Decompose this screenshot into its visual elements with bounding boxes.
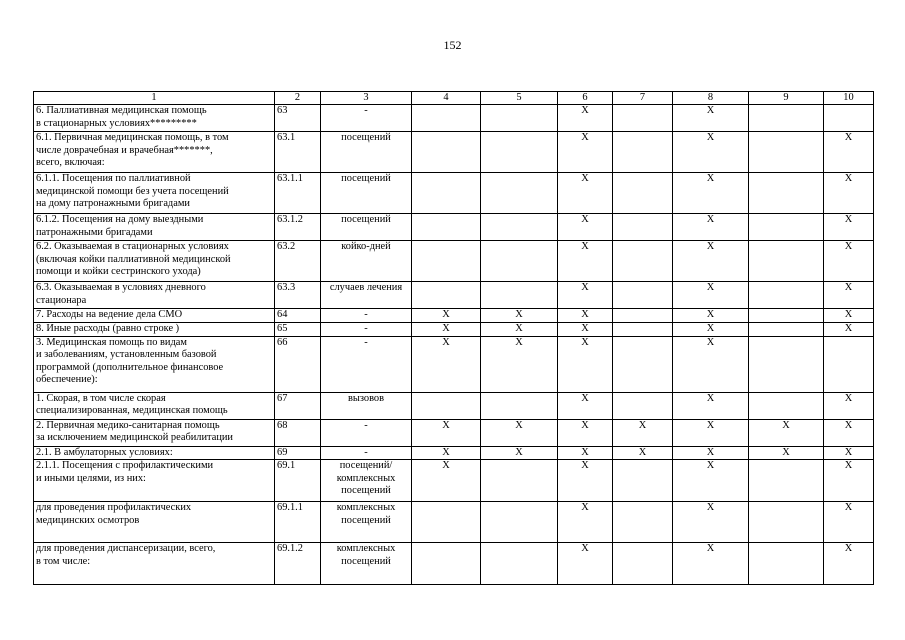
- mark-cell: [749, 322, 824, 336]
- report-table: [33, 91, 874, 585]
- mark-cell: [481, 241, 558, 282]
- mark-cell: [749, 502, 824, 543]
- row-label-cell: 2. Первичная медико-санитарная помощь за исключением медицинской реабилитации: [34, 419, 275, 446]
- table-row: [34, 543, 874, 585]
- unit-cell: -: [321, 336, 412, 392]
- mark-cell: X: [824, 446, 874, 459]
- mark-cell: X: [673, 309, 749, 322]
- mark-cell: [613, 336, 673, 392]
- mark-cell: [481, 543, 558, 585]
- mark-cell: [613, 322, 673, 336]
- table-row: [34, 282, 874, 309]
- mark-cell: [749, 241, 824, 282]
- table-row: [34, 460, 874, 502]
- mark-cell: X: [558, 460, 613, 502]
- mark-cell: [749, 336, 824, 392]
- mark-cell: X: [673, 543, 749, 585]
- mark-cell: [749, 282, 824, 309]
- row-label-cell: 7. Расходы на ведение дела СМО: [34, 309, 275, 322]
- mark-cell: X: [749, 446, 824, 459]
- mark-cell: X: [558, 419, 613, 446]
- mark-cell: X: [824, 132, 874, 173]
- mark-cell: [749, 543, 824, 585]
- unit-cell: посещений: [321, 173, 412, 214]
- mark-cell: X: [824, 214, 874, 241]
- mark-cell: [412, 502, 481, 543]
- mark-cell: [613, 543, 673, 585]
- mark-cell: [412, 392, 481, 419]
- row-code-cell: 63: [275, 105, 321, 132]
- mark-cell: [749, 214, 824, 241]
- mark-cell: X: [824, 309, 874, 322]
- mark-cell: X: [558, 392, 613, 419]
- column-header: 10: [824, 92, 874, 105]
- mark-cell: X: [412, 322, 481, 336]
- mark-cell: [613, 460, 673, 502]
- table-row: [34, 105, 874, 132]
- table-row: [34, 336, 874, 392]
- mark-cell: [412, 543, 481, 585]
- mark-cell: [412, 105, 481, 132]
- table-row: [34, 419, 874, 446]
- mark-cell: X: [613, 446, 673, 459]
- mark-cell: X: [673, 173, 749, 214]
- unit-cell: -: [321, 105, 412, 132]
- row-code-cell: 69.1: [275, 460, 321, 502]
- row-code-cell: 63.1: [275, 132, 321, 173]
- mark-cell: X: [673, 241, 749, 282]
- column-header: 3: [321, 92, 412, 105]
- mark-cell: [481, 132, 558, 173]
- table-row: [34, 173, 874, 214]
- mark-cell: [824, 336, 874, 392]
- column-header: 7: [613, 92, 673, 105]
- column-header: 4: [412, 92, 481, 105]
- mark-cell: X: [558, 105, 613, 132]
- column-header: 2: [275, 92, 321, 105]
- unit-cell: посещений/ комплексных посещений: [321, 460, 412, 502]
- mark-cell: X: [412, 446, 481, 459]
- table-row: [34, 309, 874, 322]
- mark-cell: [481, 282, 558, 309]
- mark-cell: X: [824, 282, 874, 309]
- row-label-cell: 6.2. Оказываемая в стационарных условиях (включая койки паллиативной медицинской помощи и койки сестринского ухода): [34, 241, 275, 282]
- table-row: [34, 502, 874, 543]
- row-code-cell: 63.2: [275, 241, 321, 282]
- mark-cell: [824, 105, 874, 132]
- mark-cell: X: [824, 322, 874, 336]
- page-number: 152: [443, 38, 462, 52]
- mark-cell: [481, 392, 558, 419]
- mark-cell: X: [673, 132, 749, 173]
- row-label-cell: 6.1.1. Посещения по паллиативной медицинской помощи без учета посещений на дому патронажными бригадами: [34, 173, 275, 214]
- mark-cell: X: [824, 543, 874, 585]
- mark-cell: [412, 214, 481, 241]
- mark-cell: [481, 173, 558, 214]
- column-number-row: [34, 92, 874, 105]
- mark-cell: [613, 173, 673, 214]
- mark-cell: X: [824, 460, 874, 502]
- table-row: [34, 322, 874, 336]
- mark-cell: X: [558, 173, 613, 214]
- row-label-cell: 6.1.2. Посещения на дому выездными патронажными бригадами: [34, 214, 275, 241]
- column-header: 5: [481, 92, 558, 105]
- mark-cell: X: [673, 336, 749, 392]
- mark-cell: X: [558, 214, 613, 241]
- mark-cell: [749, 309, 824, 322]
- mark-cell: [613, 309, 673, 322]
- mark-cell: X: [481, 322, 558, 336]
- row-label-cell: 8. Иные расходы (равно строке ): [34, 322, 275, 336]
- row-label-cell: 2.1. В амбулаторных условиях:: [34, 446, 275, 459]
- mark-cell: X: [673, 214, 749, 241]
- mark-cell: [749, 105, 824, 132]
- mark-cell: X: [481, 309, 558, 322]
- mark-cell: X: [558, 322, 613, 336]
- mark-cell: [613, 132, 673, 173]
- unit-cell: посещений: [321, 132, 412, 173]
- mark-cell: X: [412, 309, 481, 322]
- mark-cell: [412, 241, 481, 282]
- mark-cell: X: [673, 502, 749, 543]
- column-header: 9: [749, 92, 824, 105]
- mark-cell: X: [412, 336, 481, 392]
- table-row: [34, 392, 874, 419]
- mark-cell: [749, 392, 824, 419]
- mark-cell: X: [673, 460, 749, 502]
- mark-cell: X: [481, 446, 558, 459]
- column-header: 8: [673, 92, 749, 105]
- row-code-cell: 64: [275, 309, 321, 322]
- unit-cell: койко-дней: [321, 241, 412, 282]
- row-code-cell: 63.1.1: [275, 173, 321, 214]
- table-row: [34, 446, 874, 459]
- mark-cell: [412, 173, 481, 214]
- mark-cell: X: [481, 419, 558, 446]
- row-label-cell: 6. Паллиативная медицинская помощь в стационарных условиях*********: [34, 105, 275, 132]
- table-row: [34, 241, 874, 282]
- mark-cell: [481, 214, 558, 241]
- row-code-cell: 67: [275, 392, 321, 419]
- unit-cell: -: [321, 309, 412, 322]
- row-code-cell: 63.1.2: [275, 214, 321, 241]
- row-code-cell: 69.1.2: [275, 543, 321, 585]
- unit-cell: случаев лечения: [321, 282, 412, 309]
- mark-cell: [481, 105, 558, 132]
- mark-cell: [749, 173, 824, 214]
- mark-cell: X: [481, 336, 558, 392]
- row-label-cell: 6.1. Первичная медицинская помощь, в том числе доврачебная и врачебная*******, всего, включая:: [34, 132, 275, 173]
- mark-cell: X: [558, 543, 613, 585]
- row-label-cell: для проведения диспансеризации, всего, в том числе:: [34, 543, 275, 585]
- row-code-cell: 65: [275, 322, 321, 336]
- mark-cell: X: [824, 241, 874, 282]
- mark-cell: [613, 392, 673, 419]
- mark-cell: X: [673, 392, 749, 419]
- mark-cell: X: [558, 132, 613, 173]
- row-code-cell: 63.3: [275, 282, 321, 309]
- mark-cell: [613, 282, 673, 309]
- row-label-cell: 2.1.1. Посещения с профилактическими и иными целями, из них:: [34, 460, 275, 502]
- unit-cell: -: [321, 419, 412, 446]
- mark-cell: X: [558, 502, 613, 543]
- mark-cell: X: [558, 446, 613, 459]
- mark-cell: X: [824, 392, 874, 419]
- mark-cell: [613, 502, 673, 543]
- mark-cell: [613, 214, 673, 241]
- row-label-cell: 6.3. Оказываемая в условиях дневного стационара: [34, 282, 275, 309]
- mark-cell: X: [673, 282, 749, 309]
- unit-cell: вызовов: [321, 392, 412, 419]
- column-header: 6: [558, 92, 613, 105]
- mark-cell: X: [824, 173, 874, 214]
- unit-cell: посещений: [321, 214, 412, 241]
- row-code-cell: 68: [275, 419, 321, 446]
- mark-cell: X: [749, 419, 824, 446]
- unit-cell: комплексных посещений: [321, 543, 412, 585]
- row-code-cell: 69: [275, 446, 321, 459]
- table-body: [34, 105, 874, 585]
- mark-cell: X: [824, 419, 874, 446]
- mark-cell: X: [412, 460, 481, 502]
- table-row: [34, 132, 874, 173]
- row-label-cell: 3. Медицинская помощь по видам и заболеваниям, установленным базовой программой (дополнительное финансовое обеспечение):: [34, 336, 275, 392]
- unit-cell: -: [321, 322, 412, 336]
- mark-cell: X: [412, 419, 481, 446]
- mark-cell: [749, 460, 824, 502]
- mark-cell: X: [673, 446, 749, 459]
- mark-cell: X: [824, 502, 874, 543]
- mark-cell: X: [673, 419, 749, 446]
- mark-cell: [613, 105, 673, 132]
- unit-cell: -: [321, 446, 412, 459]
- mark-cell: X: [558, 282, 613, 309]
- mark-cell: [481, 460, 558, 502]
- mark-cell: X: [673, 322, 749, 336]
- mark-cell: [749, 132, 824, 173]
- mark-cell: X: [558, 241, 613, 282]
- mark-cell: X: [558, 336, 613, 392]
- table-row: [34, 214, 874, 241]
- mark-cell: [412, 282, 481, 309]
- row-label-cell: 1. Скорая, в том числе скорая специализированная, медицинская помощь: [34, 392, 275, 419]
- mark-cell: [613, 241, 673, 282]
- mark-cell: X: [673, 105, 749, 132]
- column-header: 1: [34, 92, 275, 105]
- mark-cell: [481, 502, 558, 543]
- row-label-cell: для проведения профилактических медицинских осмотров: [34, 502, 275, 543]
- row-code-cell: 66: [275, 336, 321, 392]
- mark-cell: X: [613, 419, 673, 446]
- mark-cell: X: [558, 309, 613, 322]
- row-code-cell: 69.1.1: [275, 502, 321, 543]
- unit-cell: комплексных посещений: [321, 502, 412, 543]
- mark-cell: [412, 132, 481, 173]
